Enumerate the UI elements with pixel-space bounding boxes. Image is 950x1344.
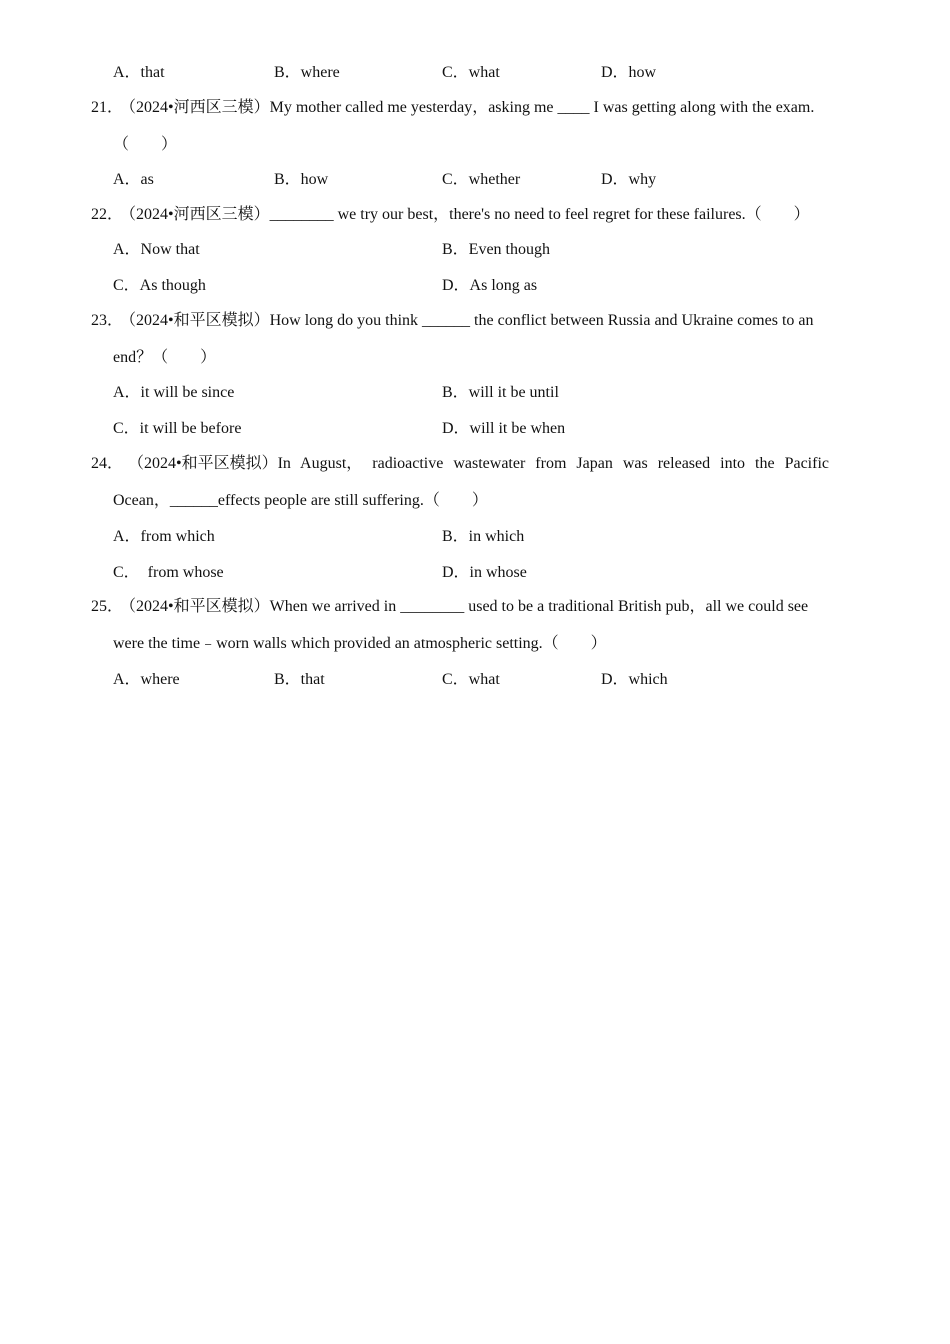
option-b: B．Even though [442,241,550,258]
question-number: 22． [91,206,124,223]
option-a: A．where [113,671,180,688]
option-b: B．that [274,671,325,688]
option-a: A．as [113,171,154,188]
q20-option-c: C．what [442,64,500,81]
question-number: 21． [91,99,124,116]
q20-option-b: B．where [274,64,340,81]
question-stem-line-2: Ocean，______effects people are still suffering.（ ） [113,492,488,509]
q20-option-d: D．how [601,64,657,81]
question-stem-line-2: were the time﹣worn walls which provided an atmospheric setting.（ ） [113,635,607,652]
question-number: 23． [91,312,124,329]
question-number: 24． [91,455,124,472]
question-stem-line: （2024•和平区模拟）When we arrived in ________ used to be a traditional British pub，all we could see [120,598,809,615]
question-stem-line-2: end？（ ） [113,349,217,366]
question-stem-line: （2024•河西区三模）________ we try our best，there's no need to feel regret for these failures.（ ） [120,206,810,223]
option-d: D．will it be when [442,420,566,437]
option-c: C．it will be before [113,420,242,437]
q20-option-a: A．that [113,64,165,81]
question-stem-line: （2024•和平区模拟）In August， radioactive wastewater from Japan was released into the Pacific [128,455,829,472]
option-d: D．which [601,671,668,688]
option-c: C．what [442,671,500,688]
option-b: B．in which [442,528,525,545]
option-d: D．As long as [442,277,538,294]
question-stem-line: （2024•河西区三模）My mother called me yesterday，asking me ____ I was getting along with the exam. [120,99,815,116]
option-b: B．how [274,171,329,188]
option-d: D．why [601,171,657,188]
option-b: B．will it be until [442,384,559,401]
question-number: 25． [91,598,124,615]
question-stem-line: （2024•和平区模拟）How long do you think ______ the conflict between Russia and Ukraine comes to an [120,312,814,329]
option-a: A．it will be since [113,384,235,401]
answer-parentheses: （ ） [113,136,178,153]
option-d: D．in whose [442,564,527,581]
option-c: C． from whose [113,564,224,581]
option-c: C．As though [113,277,206,294]
option-a: A．Now that [113,241,200,258]
option-c: C．whether [442,171,521,188]
option-a: A．from which [113,528,215,545]
